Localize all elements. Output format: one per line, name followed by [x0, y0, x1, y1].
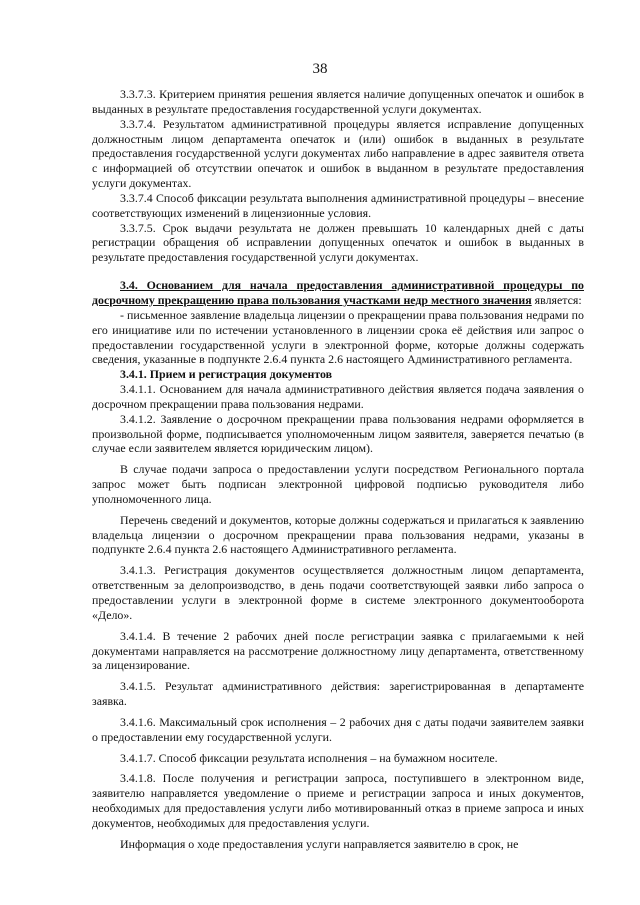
paragraph-3-4-1-5: 3.4.1.5. Результат административного действия: зарегистрированная в департаменте заявка. [92, 679, 584, 709]
paragraph-3-4-1-2: 3.4.1.2. Заявление о досрочном прекращении права пользования недрами оформляется в произвольной форме, подписывается уполномоченным лицом заявителя, заверяется печатью (в случае если заявителем является юридическим лицом). [92, 411, 584, 456]
paragraph-3-4-1-6: 3.4.1.6. Максимальный срок исполнения – 2 рабочих дня с даты подачи заявителем заявки о предоставлении ему государственной услуги. [92, 714, 584, 744]
paragraph-regional-portal: В случае подачи запроса о предоставлении услуги посредством Регионального портала запрос может быть подписан электронной цифровой подписью руководителя либо уполномоченного лица. [92, 462, 584, 506]
paragraph-3-4-1-1: 3.4.1.1. Основанием для начала административного действия является подача заявления о досрочном прекращении права пользования недрами. [92, 382, 584, 411]
section-heading-tail: является: [531, 292, 582, 307]
paragraph-3-4-1-3: 3.4.1.3. Регистрация документов осуществляется должностным лицом департамента, ответственным за делопроизводство, в день подачи соответствующей заявки либо запроса о предоставлении услуги в электронной форме в системе электронного документооборота «Дело». [92, 563, 584, 622]
section-heading-bold: 3.4. Основанием для начала предоставления административной процедуры по досрочному прекращению права пользования участками недр местного значения [92, 278, 584, 307]
page-number: 38 [312, 61, 328, 77]
paragraph-3-3-7-4-fixation: 3.3.7.4 Способ фиксации результата выполнения административной процедуры – внесение соответствующих изменений в лицензионные условия. [92, 190, 584, 220]
paragraph-3-4-1-8: 3.4.1.8. После получения и регистрации запроса, поступившего в электронном виде, заявителю направляется уведомление о приеме и регистрации запроса и иных документов, необходимых для предоставления услуги либо мотивированный отказ в приеме запроса и иных документов, необходимых для предоставления услуги. [92, 771, 584, 830]
section-heading-3-4 [92, 278, 584, 308]
paragraph-3-4-1-7: 3.4.1.7. Способ фиксации результата исполнения – на бумажном носителе. [120, 750, 498, 765]
document-body [92, 87, 584, 852]
paragraph-documents-list: Перечень сведений и документов, которые должны содержаться и прилагаться к заявлению владельца лицензии о досрочном прекращении права пользования недрами, указаны в подпункте 2.6.4 пункта 2.6 настоящего Административного регламента. [92, 512, 584, 557]
paragraph-written-application: - письменное заявление владельца лицензии о прекращении права пользования недрами по его инициативе или по истечении установленного в лицензии срока её действия или запрос о предоставлении государственной услуги в электронной форме, которые должны содержать сведения, указанные в подпункте 2.6.4 пункта 2.6 настоящего Административного регламента. [92, 307, 584, 367]
paragraph-3-3-7-5: 3.3.7.5. Срок выдачи результата не должен превышать 10 календарных дней с даты регистрации обращения об исправлении допущенных опечаток и ошибок в выданных в результате предоставления государственной услуги документах. [92, 220, 584, 265]
paragraph-progress-info: Информация о ходе предоставления услуги направляется заявителю в срок, не [120, 836, 519, 851]
subsection-heading-3-4-1: 3.4.1. Прием и регистрация документов [120, 367, 333, 382]
paragraph-3-3-7-3: 3.3.7.3. Критерием принятия решения является наличие допущенных опечаток и ошибок в выданных в результате предоставления государственной услуги документах. [92, 87, 584, 116]
paragraph-3-3-7-4: 3.3.7.4. Результатом административной процедуры является исправление допущенных должностным лицом департамента опечаток и (или) ошибок в выданных в результате предоставления государственной услуги документах либо направление в адрес заявителя ответа с информацией об отсутствии опечаток и ошибок в выданном в результате предоставления услуги документах. [92, 116, 584, 191]
paragraph-3-4-1-4: 3.4.1.4. В течение 2 рабочих дней после регистрации заявка с прилагаемыми к ней документами направляется на рассмотрение должностному лицу департамента, ответственному за лицензирование. [92, 628, 584, 673]
